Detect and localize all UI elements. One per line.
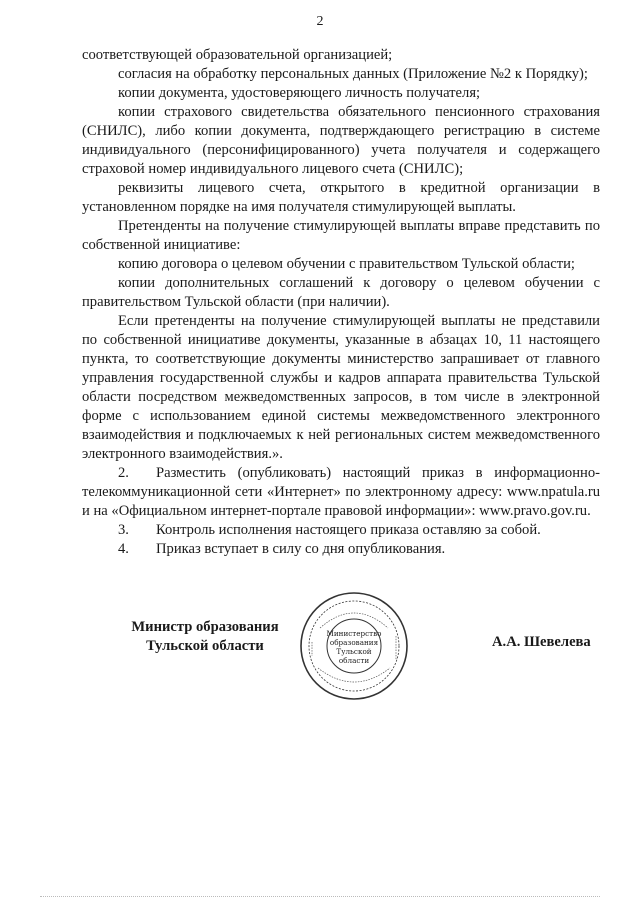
numbered-item: [82, 521, 600, 540]
stamp-text: области: [338, 656, 370, 665]
document-body: [82, 46, 600, 559]
official-stamp-icon: [298, 590, 410, 702]
paragraph: согласия на обработку персональных данных (Приложение №2 к Порядку);: [118, 66, 588, 82]
paragraph: Претенденты на получение стимулирующей выплаты вправе представить по собственной инициативе:: [82, 218, 600, 253]
item-number: 4.: [118, 541, 129, 557]
paragraph: Если претенденты на получение стимулирующей выплаты не представили по собственной инициативе документы, указанные в абзацах 10, 11 настоящего пункта, то соответствующие документы министерство запрашивает от главного управления государственной службы и кадров аппарата правительства Тульской области посредством межведомственных запросов, в том числе в электронной форме с использованием единой системы межведомственного электронного взаимодействия и подключаемых к ней региональных систем межведомственного электронного взаимодействия.».: [82, 313, 600, 462]
item-text: Разместить (опубликовать) настоящий приказ в информационно-телекоммуникационной сети «Интернет» по электронному адресу: www.npatula.ru и на «Официальном интернет-портале правовой информации»: www.pravo.gov.ru.: [82, 465, 600, 519]
numbered-item: [82, 540, 600, 559]
paragraph: копии страхового свидетельства обязательного пенсионного страхования (СНИЛС), либо копии документа, подтверждающего регистрацию в системе индивидуального (персонифицированного) учета получателя и содержащего страховой номер индивидуального лицевого счета (СНИЛС);: [82, 104, 600, 177]
stamp-text: Тульской: [336, 647, 372, 656]
paragraph: копию договора о целевом обучении с правительством Тульской области;: [118, 256, 575, 272]
signature-block: [0, 612, 640, 702]
item-text: Приказ вступает в силу со дня опубликования.: [156, 541, 446, 557]
signatory-title-line: Министр образования: [131, 619, 279, 635]
scan-artifact: [40, 894, 600, 897]
paragraph: реквизиты лицевого счета, открытого в кредитной организации в установленном порядке на имя получателя стимулирующей выплаты.: [82, 180, 600, 215]
stamp-text: Министерство: [326, 629, 382, 638]
signatory-name: А.А. Шевелева: [492, 634, 591, 650]
paragraph: копии дополнительных соглашений к договору о целевом обучении с правительством Тульской области (при наличии).: [82, 275, 600, 310]
item-number: 3.: [118, 522, 129, 538]
page-number: 2: [316, 14, 324, 29]
signatory-title-line: Тульской области: [146, 638, 264, 654]
item-number: 2.: [118, 465, 129, 481]
signatory-title: [120, 618, 290, 656]
stamp-text: образования: [329, 638, 379, 647]
numbered-item: [82, 464, 600, 521]
item-text: Контроль исполнения настоящего приказа оставляю за собой.: [156, 522, 541, 538]
paragraph: соответствующей образовательной организацией;: [82, 47, 393, 63]
paragraph: копии документа, удостоверяющего личность получателя;: [118, 85, 481, 101]
